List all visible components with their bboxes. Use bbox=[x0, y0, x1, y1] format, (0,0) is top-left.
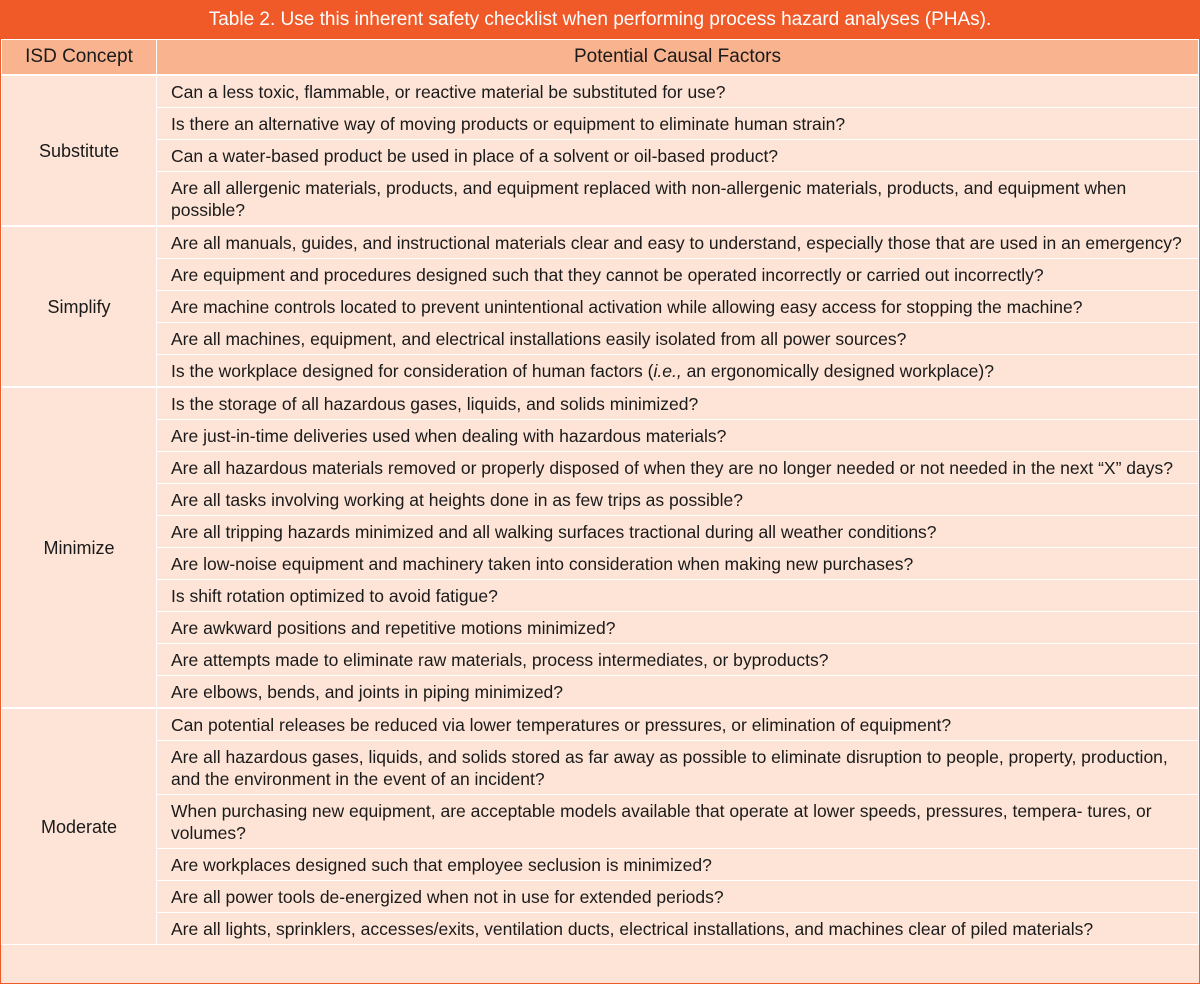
causal-factor-item: Are workplaces designed such that employee seclusion is minimized? bbox=[157, 849, 1199, 881]
table-row bbox=[2, 108, 1199, 140]
table-row bbox=[2, 849, 1199, 881]
causal-factor-item: Are all hazardous gases, liquids, and solids stored as far away as possible to eliminate disruption to people, property, production, and the environment in the event of an incident? bbox=[157, 741, 1199, 795]
table-row bbox=[2, 75, 1199, 108]
causal-factor-item: Are all allergenic materials, products, and equipment replaced with non-allergenic materials, products, and equipment when possible? bbox=[157, 172, 1199, 227]
table-row bbox=[2, 612, 1199, 644]
causal-factor-item: Are attempts made to eliminate raw materials, process intermediates, or byproducts? bbox=[157, 644, 1199, 676]
table-row bbox=[2, 795, 1199, 849]
causal-factor-item: Can a water-based product be used in place of a solvent or oil-based product? bbox=[157, 140, 1199, 172]
isd-concept-substitute: Substitute bbox=[2, 75, 157, 226]
table-row bbox=[2, 548, 1199, 580]
causal-factor-item: Are awkward positions and repetitive motions minimized? bbox=[157, 612, 1199, 644]
causal-factor-item: Is shift rotation optimized to avoid fatigue? bbox=[157, 580, 1199, 612]
table-row bbox=[2, 452, 1199, 484]
causal-factor-item: Is the workplace designed for consideration of human factors (i.e., an ergonomically designed workplace)? bbox=[157, 355, 1199, 388]
isd-concept-minimize: Minimize bbox=[2, 387, 157, 708]
causal-factor-item: Is the storage of all hazardous gases, liquids, and solids minimized? bbox=[157, 387, 1199, 420]
causal-factor-item: Are elbows, bends, and joints in piping minimized? bbox=[157, 676, 1199, 709]
causal-factor-item: Are just-in-time deliveries used when dealing with hazardous materials? bbox=[157, 420, 1199, 452]
causal-factor-item: Are all tasks involving working at heights done in as few trips as possible? bbox=[157, 484, 1199, 516]
causal-factor-item: Is there an alternative way of moving products or equipment to eliminate human strain? bbox=[157, 108, 1199, 140]
table-row bbox=[2, 355, 1199, 388]
causal-factor-item: Are machine controls located to prevent unintentional activation while allowing easy access for stopping the machine? bbox=[157, 291, 1199, 323]
table-row bbox=[2, 226, 1199, 259]
isd-concept-simplify: Simplify bbox=[2, 226, 157, 387]
causal-factor-item: Can a less toxic, flammable, or reactive material be substituted for use? bbox=[157, 75, 1199, 108]
table-row bbox=[2, 172, 1199, 227]
table-body bbox=[2, 75, 1199, 945]
table-row bbox=[2, 881, 1199, 913]
table-row bbox=[2, 708, 1199, 741]
causal-factor-item: Are all machines, equipment, and electrical installations easily isolated from all power sources? bbox=[157, 323, 1199, 355]
header-potential-causal-factors: Potential Causal Factors bbox=[157, 40, 1199, 76]
table-row bbox=[2, 259, 1199, 291]
isd-concept-moderate: Moderate bbox=[2, 708, 157, 945]
causal-factor-item: Are all power tools de-energized when not in use for extended periods? bbox=[157, 881, 1199, 913]
table-row bbox=[2, 644, 1199, 676]
causal-factor-item: Are low-noise equipment and machinery taken into consideration when making new purchases? bbox=[157, 548, 1199, 580]
causal-factor-item: Are equipment and procedures designed such that they cannot be operated incorrectly or carried out incorrectly? bbox=[157, 259, 1199, 291]
table-row bbox=[2, 484, 1199, 516]
table-row bbox=[2, 387, 1199, 420]
causal-factor-item: Are all tripping hazards minimized and all walking surfaces tractional during all weather conditions? bbox=[157, 516, 1199, 548]
causal-factor-item: Are all manuals, guides, and instructional materials clear and easy to understand, especially those that are used in an emergency? bbox=[157, 226, 1199, 259]
table-row bbox=[2, 580, 1199, 612]
causal-factor-item: Are all hazardous materials removed or properly disposed of when they are no longer needed or not needed in the next “X” days? bbox=[157, 452, 1199, 484]
causal-factor-item: Can potential releases be reduced via lower temperatures or pressures, or elimination of equipment? bbox=[157, 708, 1199, 741]
table-row bbox=[2, 676, 1199, 709]
table-row bbox=[2, 741, 1199, 795]
table-row bbox=[2, 913, 1199, 945]
table-caption: Table 2. Use this inherent safety checklist when performing process hazard analyses (PHAs). bbox=[1, 1, 1199, 39]
causal-factor-item: Are all lights, sprinklers, accesses/exits, ventilation ducts, electrical installations, and machines clear of piled materials? bbox=[157, 913, 1199, 945]
header-row bbox=[2, 40, 1199, 76]
table-row bbox=[2, 291, 1199, 323]
table-row bbox=[2, 516, 1199, 548]
table-row bbox=[2, 140, 1199, 172]
causal-factor-item: When purchasing new equipment, are acceptable models available that operate at lower speeds, pressures, tempera- tures, or volumes? bbox=[157, 795, 1199, 849]
header-isd-concept: ISD Concept bbox=[2, 40, 157, 76]
table-row bbox=[2, 323, 1199, 355]
table-row bbox=[2, 420, 1199, 452]
checklist-table bbox=[1, 39, 1199, 945]
